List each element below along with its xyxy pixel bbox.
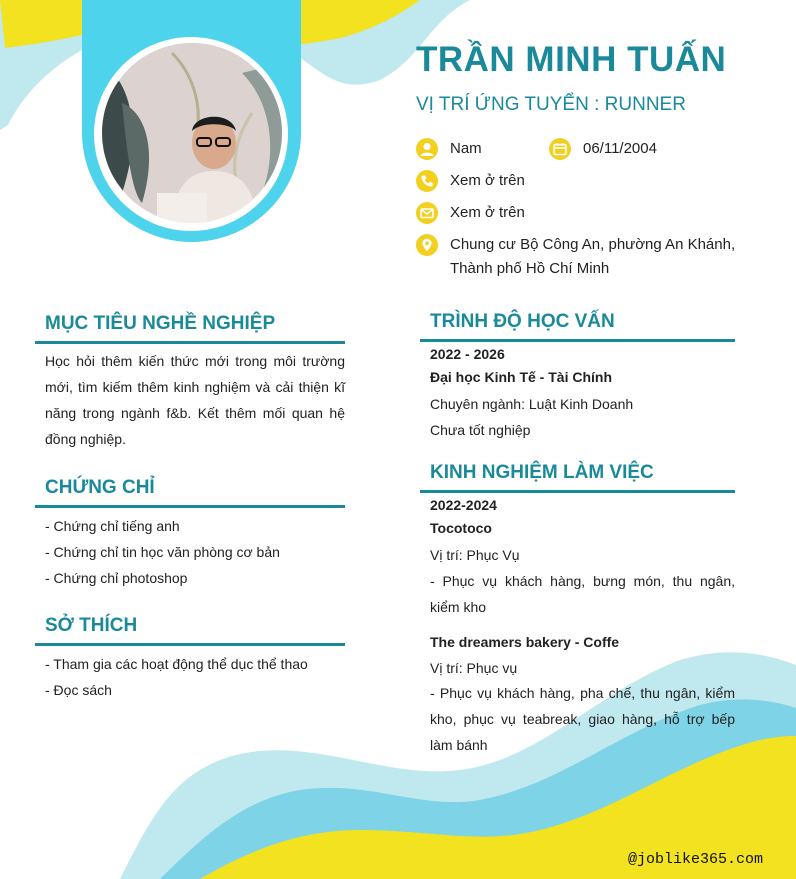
education-major: Chuyên ngành: Luật Kinh Doanh bbox=[430, 396, 634, 412]
education-school: Đại học Kinh Tế - Tài Chính bbox=[430, 369, 612, 385]
list-item: - Tham gia các hoạt động thể dục thể thao bbox=[45, 656, 308, 672]
candidate-name: TRẦN MINH TUẤN bbox=[416, 40, 727, 79]
education-dates: 2022 - 2026 bbox=[430, 346, 505, 362]
job-description: - Phục vụ khách hàng, pha chế, thu ngân, kiểm kho, phục vụ teabreak, giao hàng, hỗ trợ bếp làm bánh bbox=[430, 685, 735, 753]
experience-block bbox=[430, 496, 735, 758]
list-item: - Chứng chỉ photoshop bbox=[45, 570, 188, 586]
certificates-list bbox=[45, 513, 345, 591]
address-line-2: Thành phố Hồ Chí Minh bbox=[450, 260, 610, 277]
job-company: The dreamers bakery - Coffe bbox=[430, 634, 620, 650]
calendar-icon bbox=[549, 138, 571, 160]
hobbies-list bbox=[45, 651, 345, 703]
user-icon bbox=[416, 138, 438, 160]
address-value bbox=[450, 233, 735, 281]
job-company: Tocotoco bbox=[430, 520, 492, 536]
email-value: Xem ở trên bbox=[450, 204, 525, 221]
phone-icon bbox=[416, 170, 438, 192]
info-gender bbox=[416, 137, 482, 161]
profile-photo-illustration bbox=[102, 43, 282, 223]
location-pin-icon bbox=[416, 234, 438, 256]
info-birthdate bbox=[549, 137, 657, 161]
education-block bbox=[430, 345, 735, 443]
education-status: Chưa tốt nghiệp bbox=[430, 422, 531, 438]
address-line-1: Chung cư Bộ Công An, phường An Khánh, bbox=[450, 236, 736, 253]
career-objective-text: Học hỏi thêm kiến thức mới trong môi trường mới, tìm kiếm thêm kinh nghiệm và cải thiện kĩ năng trong ngành f&b. Kết thêm mối quan hệ đồng nghiệp. bbox=[45, 353, 345, 447]
list-item: - Đọc sách bbox=[45, 682, 112, 698]
info-email bbox=[416, 201, 525, 225]
info-address bbox=[416, 233, 756, 281]
info-phone bbox=[416, 169, 525, 193]
birthdate-value: 06/11/2004 bbox=[583, 140, 657, 157]
education-heading: TRÌNH ĐỘ HỌC VẤN bbox=[420, 308, 735, 342]
job-role: Vị trí: Phục Vụ bbox=[430, 547, 520, 563]
phone-value: Xem ở trên bbox=[450, 172, 525, 189]
experience-heading: KINH NGHIỆM LÀM VIỆC bbox=[420, 459, 735, 493]
gender-value: Nam bbox=[450, 140, 482, 157]
career-objective-heading: MỤC TIÊU NGHỀ NGHIỆP bbox=[35, 310, 345, 344]
job-description: - Phục vụ khách hàng, bưng món, thu ngân, kiểm kho bbox=[430, 573, 735, 615]
footer-watermark: @joblike365.com bbox=[628, 851, 764, 868]
profile-photo bbox=[102, 43, 282, 223]
applied-position: VỊ TRÍ ỨNG TUYỂN : RUNNER bbox=[416, 94, 686, 115]
certificates-heading: CHỨNG CHỈ bbox=[35, 474, 345, 508]
job-role: Vị trí: Phục vụ bbox=[430, 660, 518, 676]
list-item: - Chứng chỉ tiếng anh bbox=[45, 518, 180, 534]
list-item: - Chứng chỉ tin học văn phòng cơ bản bbox=[45, 544, 280, 560]
email-icon bbox=[416, 202, 438, 224]
hobbies-heading: SỞ THÍCH bbox=[35, 612, 345, 646]
job-dates: 2022-2024 bbox=[430, 497, 497, 513]
